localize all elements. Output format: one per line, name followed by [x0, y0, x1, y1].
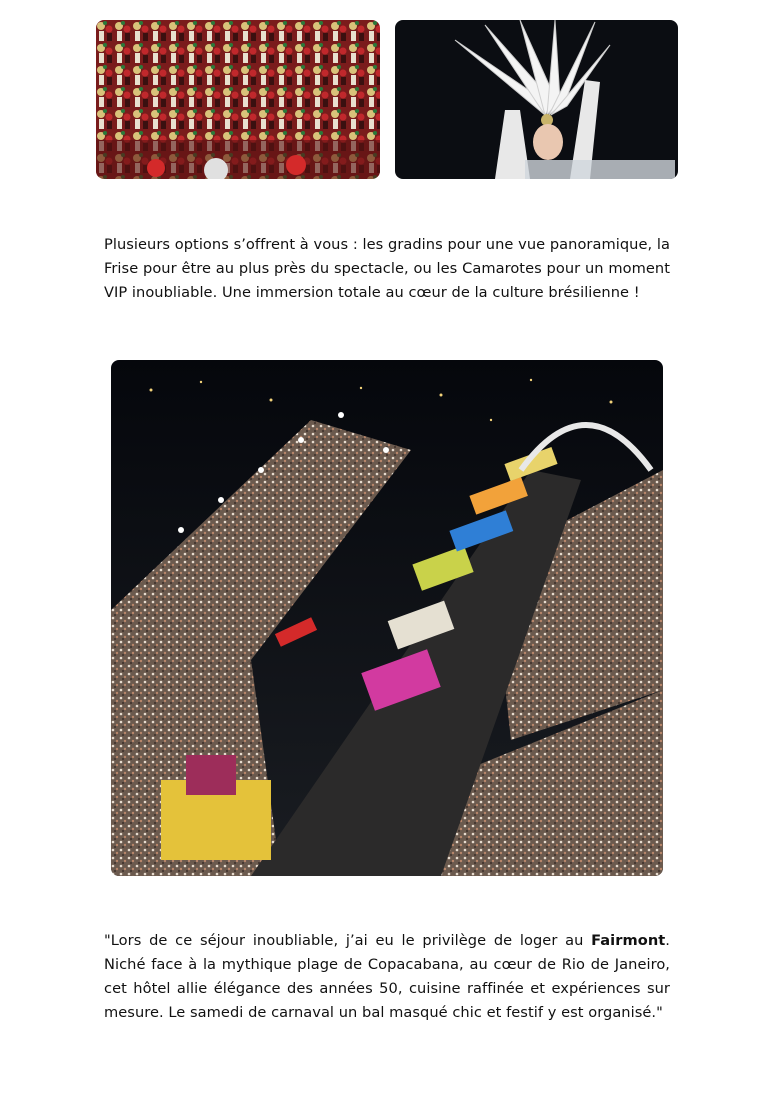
intro-paragraph: Plusieurs options s’offrent à vous : les gradins pour une vue panoramique, la Frise pour être au plus près du spectacle, ou les Camarotes pour un moment VIP inoubliable. Une immersion totale au cœur de la culture brésilienne !: [104, 236, 670, 301]
sambadrome-photo-graphic: [111, 360, 663, 876]
sambadrome-photo: [111, 360, 663, 876]
dancers-photo-graphic: [96, 20, 380, 179]
performer-photo: [395, 20, 678, 179]
dancers-photo: [96, 20, 380, 179]
hotel-name: Fairmont: [591, 932, 666, 949]
hotel-paragraph: [104, 929, 670, 1025]
hotel-paragraph-after: . Niché face à la mythique plage de Copacabana, au cœur de Rio de Janeiro, cet hôtel allie élégance des années 50, cuisine raffinée et expériences sur mesure. Le samedi de carnaval un bal masqué chic et festif y est organisé.": [104, 932, 670, 1021]
performer-photo-graphic: [395, 20, 678, 179]
hotel-paragraph-before: "Lors de ce séjour inoubliable, j’ai eu le privilège de loger au: [104, 932, 592, 949]
